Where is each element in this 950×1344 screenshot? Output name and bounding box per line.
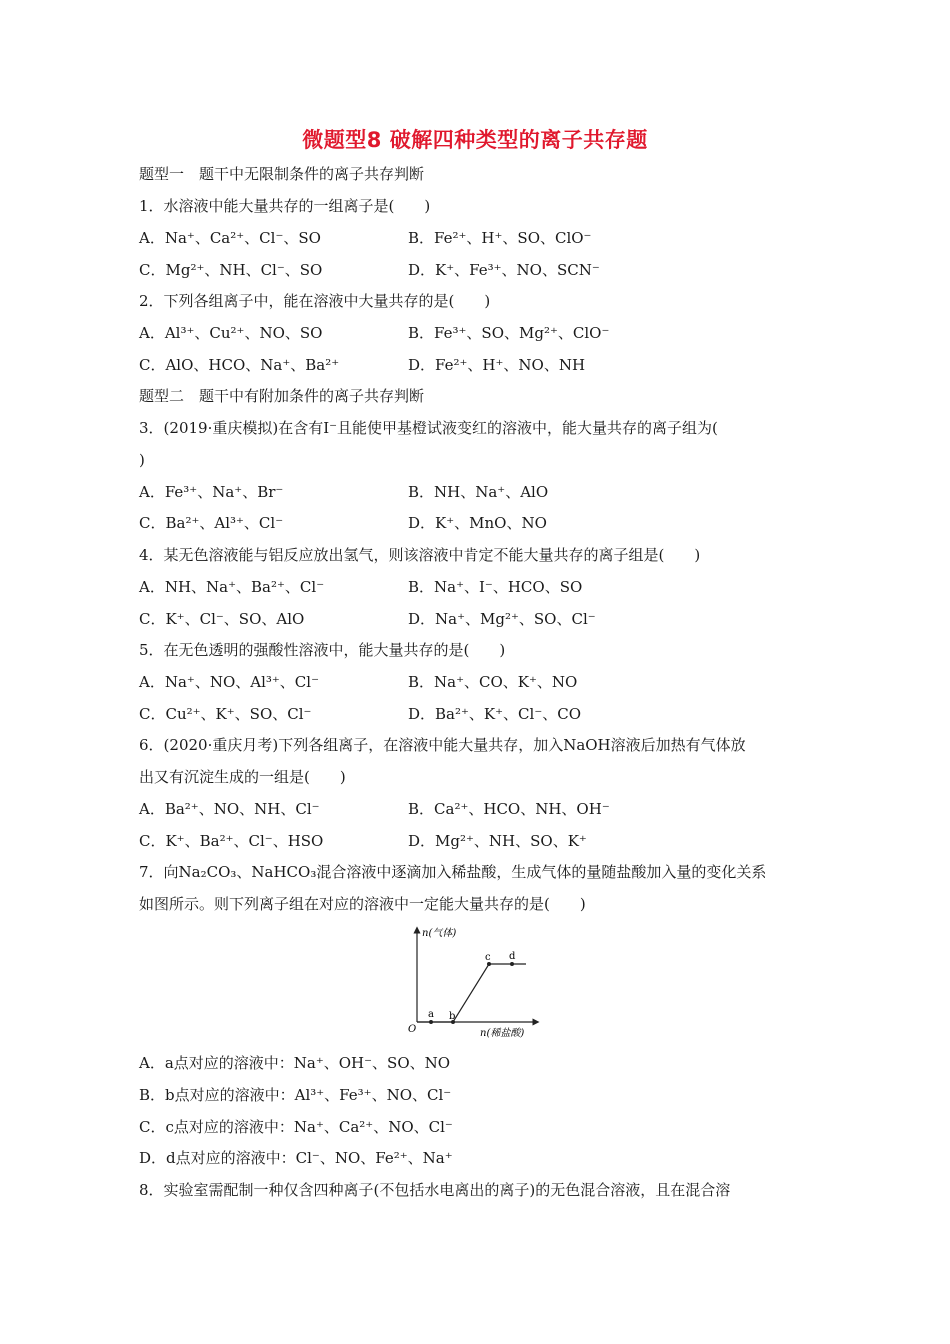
point-b-label: b xyxy=(449,1011,456,1022)
y-axis-label: n(气体) xyxy=(422,928,457,939)
question-7-option-b: B．b点对应的溶液中：Al³⁺、Fe³⁺、NO、Cl⁻ xyxy=(139,1086,452,1104)
question-2-option-c: C．AlO、HCO、Na⁺、Ba²⁺ xyxy=(139,356,340,374)
origin-label: O xyxy=(408,1024,417,1035)
x-axis-label: n(稀盐酸) xyxy=(480,1028,525,1039)
section-heading-2: 题型二 题干中有附加条件的离子共存判断 xyxy=(139,387,425,405)
question-2-option-a: A．Al³⁺、Cu²⁺、NO、SO xyxy=(139,324,323,342)
question-1-option-d: D．K⁺、Fe³⁺、NO、SCN⁻ xyxy=(408,261,600,279)
point-a-label: a xyxy=(428,1009,434,1020)
question-4-option-a: A．NH、Na⁺、Ba²⁺、Cl⁻ xyxy=(139,578,325,596)
question-3-option-d: D．K⁺、MnO、NO xyxy=(408,514,547,532)
question-4-stem: 4．某无色溶液能与铝反应放出氢气，则该溶液中肯定不能大量共存的离子组是( ) xyxy=(139,546,701,564)
question-1-option-b: B．Fe²⁺、H⁺、SO、ClO⁻ xyxy=(408,229,592,247)
question-4-option-b: B．Na⁺、I⁻、HCO、SO xyxy=(408,578,583,596)
question-7-stem-line-1: 7．向Na₂CO₃、NaHCO₃混合溶液中逐滴加入稀盐酸，生成气体的量随盐酸加入量的变化关系 xyxy=(139,863,767,881)
page-title: 微题型8 破解四种类型的离子共存题 xyxy=(302,128,648,152)
question-1-option-a: A．Na⁺、Ca²⁺、Cl⁻、SO xyxy=(139,229,321,247)
question-5-option-a: A．Na⁺、NO、Al³⁺、Cl⁻ xyxy=(139,673,319,691)
question-7-option-a: A．a点对应的溶液中：Na⁺、OH⁻、SO、NO xyxy=(139,1054,451,1072)
question-5-option-d: D．Ba²⁺、K⁺、Cl⁻、CO xyxy=(408,705,582,723)
question-6-option-b: B．Ca²⁺、HCO、NH、OH⁻ xyxy=(408,800,610,818)
question-6-stem-line-1: 6．(2020·重庆月考)下列各组离子，在溶液中能大量共存，加入NaOH溶液后加热有气体放 xyxy=(139,736,746,754)
question-6-option-c: C．K⁺、Ba²⁺、Cl⁻、HSO xyxy=(139,832,324,850)
question-4-option-c: C．K⁺、Cl⁻、SO、AlO xyxy=(139,610,305,628)
question-6-stem-line-2: 出又有沉淀生成的一组是( ) xyxy=(139,768,346,786)
question-7-option-d: D．d点对应的溶液中：Cl⁻、NO、Fe²⁺、Na⁺ xyxy=(139,1149,453,1167)
question-5-stem: 5．在无色透明的强酸性溶液中，能大量共存的是( ) xyxy=(139,641,506,659)
question-2-stem: 2．下列各组离子中，能在溶液中大量共存的是( ) xyxy=(139,292,491,310)
gas-vs-acid-graph xyxy=(404,922,544,1044)
point-d-marker xyxy=(510,962,514,966)
point-d-label: d xyxy=(509,951,516,962)
question-5-option-b: B．Na⁺、CO、K⁺、NO xyxy=(408,673,578,691)
question-7-option-c: C．c点对应的溶液中：Na⁺、Ca²⁺、NO、Cl⁻ xyxy=(139,1118,453,1136)
question-1-option-c: C．Mg²⁺、NH、Cl⁻、SO xyxy=(139,261,323,279)
question-6-option-d: D．Mg²⁺、NH、SO、K⁺ xyxy=(408,832,587,850)
question-2-option-b: B．Fe³⁺、SO、Mg²⁺、ClO⁻ xyxy=(408,324,610,342)
question-3-stem-line-1: 3．(2019·重庆模拟)在含有I⁻且能使甲基橙试液变红的溶液中，能大量共存的离子组为( xyxy=(139,419,718,437)
question-3-option-c: C．Ba²⁺、Al³⁺、Cl⁻ xyxy=(139,514,284,532)
question-2-option-d: D．Fe²⁺、H⁺、NO、NH xyxy=(408,356,586,374)
question-3-option-b: B．NH、Na⁺、AlO xyxy=(408,483,549,501)
question-3-option-a: A．Fe³⁺、Na⁺、Br⁻ xyxy=(139,483,284,501)
section-heading-1: 题型一 题干中无限制条件的离子共存判断 xyxy=(139,165,425,183)
question-7-stem-line-2: 如图所示。则下列离子组在对应的溶液中一定能大量共存的是( ) xyxy=(139,895,586,913)
question-8-stem-line-1: 8．实验室需配制一种仅含四种离子(不包括水电离出的离子)的无色混合溶液，且在混合溶 xyxy=(139,1181,731,1199)
point-c-label: c xyxy=(485,952,491,963)
point-a-marker xyxy=(429,1020,433,1024)
question-3-stem-line-2: ) xyxy=(139,451,145,469)
question-5-option-c: C．Cu²⁺、K⁺、SO、Cl⁻ xyxy=(139,705,312,723)
question-6-option-a: A．Ba²⁺、NO、NH、Cl⁻ xyxy=(139,800,320,818)
question-4-option-d: D．Na⁺、Mg²⁺、SO、Cl⁻ xyxy=(408,610,596,628)
question-1-stem: 1．水溶液中能大量共存的一组离子是( ) xyxy=(139,197,431,215)
